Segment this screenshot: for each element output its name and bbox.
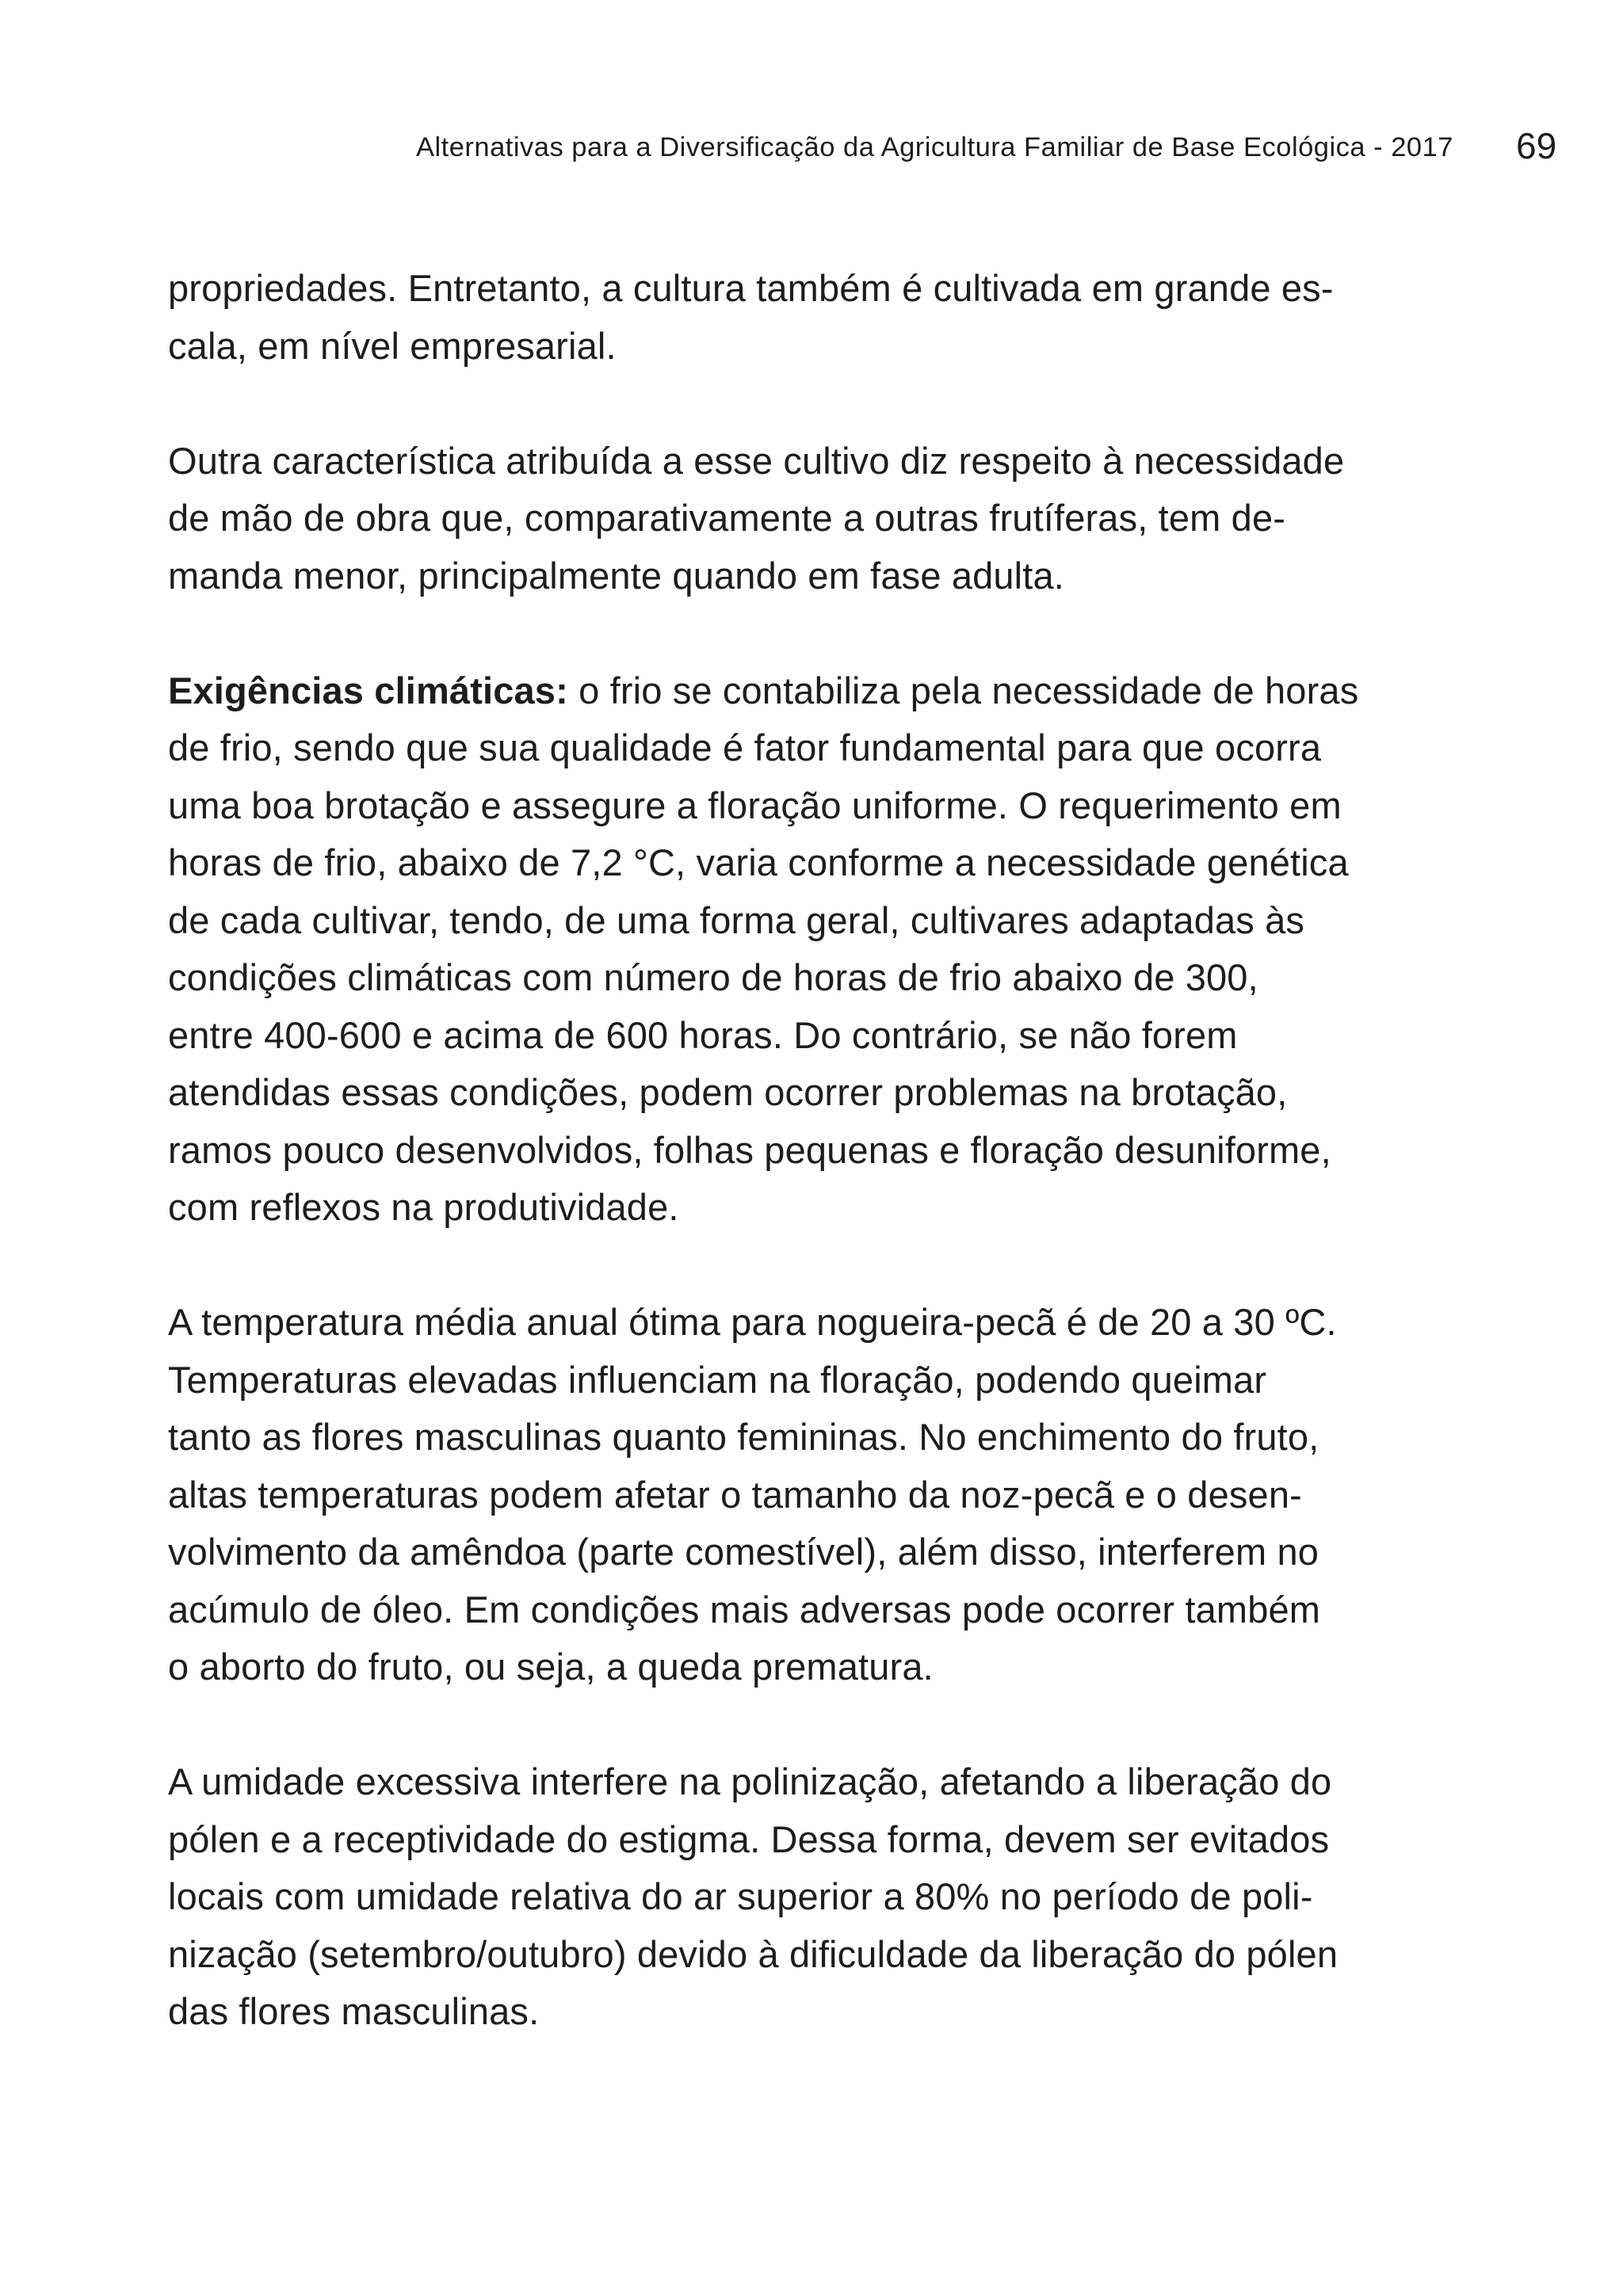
text-line — [168, 662, 1468, 720]
paragraph-properties — [168, 260, 1468, 375]
text-line: entre 400-600 e acima de 600 horas. Do contrário, se não forem — [168, 1013, 1238, 1056]
text-line: Temperaturas elevadas influenciam na floração, podendo queimar — [168, 1358, 1267, 1401]
section-lead-heading: Exigências climáticas: — [168, 669, 568, 711]
paragraph-temperature — [168, 1294, 1468, 1696]
text-line: com reflexos na produtividade. — [168, 1186, 679, 1228]
text-line: tanto as flores masculinas quanto femininas. No enchimento do fruto, — [168, 1416, 1319, 1458]
text-line: de frio, sendo que sua qualidade é fator fundamental para que ocorra — [168, 727, 1322, 769]
running-title: Alternativas para a Diversificação da Agricultura Familiar de Base Ecológica - 2017 — [415, 132, 1453, 162]
body-text — [168, 260, 1468, 2098]
text-line: acúmulo de óleo. Em condições mais adversas pode ocorrer também — [168, 1588, 1321, 1630]
page-number: 69 — [1516, 125, 1557, 166]
page-header — [0, 124, 1623, 171]
text-line: Outra característica atribuída a esse cultivo diz respeito à necessidade — [168, 439, 1345, 482]
text-line: locais com umidade relativa do ar superior a 80% no período de poli- — [168, 1875, 1313, 1917]
text-line: manda menor, principalmente quando em fase adulta. — [168, 554, 1064, 597]
text-line: de cada cultivar, tendo, de uma forma geral, cultivares adaptadas às — [168, 898, 1305, 941]
paragraph-climate-requirements — [168, 662, 1468, 1237]
text-line: altas temperaturas podem afetar o tamanho da noz-pecã e o desen- — [168, 1473, 1302, 1516]
text-line: o aborto do fruto, ou seja, a queda prematura. — [168, 1646, 934, 1688]
text-line: horas de frio, abaixo de 7,2 °C, varia conforme a necessidade genética — [168, 841, 1349, 883]
text-line: volvimento da amêndoa (parte comestível), além disso, interferem no — [168, 1531, 1319, 1573]
text-line: de mão de obra que, comparativamente a outras frutíferas, tem de- — [168, 497, 1286, 539]
text-line: nização (setembro/outubro) devido à dificuldade da liberação do pólen — [168, 1932, 1338, 1975]
text-line: propriedades. Entretanto, a cultura também é cultivada em grande es- — [168, 267, 1334, 309]
text-line: ramos pouco desenvolvidos, folhas pequenas e floração desuniforme, — [168, 1128, 1331, 1171]
text-line: A temperatura média anual ótima para nogueira-pecã é de 20 a 30 ºC. — [168, 1301, 1337, 1343]
text-line: A umidade excessiva interfere na polinização, afetando a liberação do — [168, 1760, 1332, 1802]
text-line: uma boa brotação e assegure a floração uniforme. O requerimento em — [168, 784, 1342, 826]
text-line: das flores masculinas. — [168, 1990, 540, 2032]
paragraph-labor — [168, 433, 1468, 605]
text-line: cala, em nível empresarial. — [168, 324, 617, 367]
text-line-rest: o frio se contabiliza pela necessidade de horas — [567, 669, 1359, 711]
text-line: pólen e a receptividade do estigma. Dessa forma, devem ser evitados — [168, 1817, 1330, 1860]
text-line: condições climáticas com número de horas de frio abaixo de 300, — [168, 956, 1258, 998]
text-line: atendidas essas condições, podem ocorrer problemas na brotação, — [168, 1071, 1288, 1113]
paragraph-humidity — [168, 1753, 1468, 2041]
